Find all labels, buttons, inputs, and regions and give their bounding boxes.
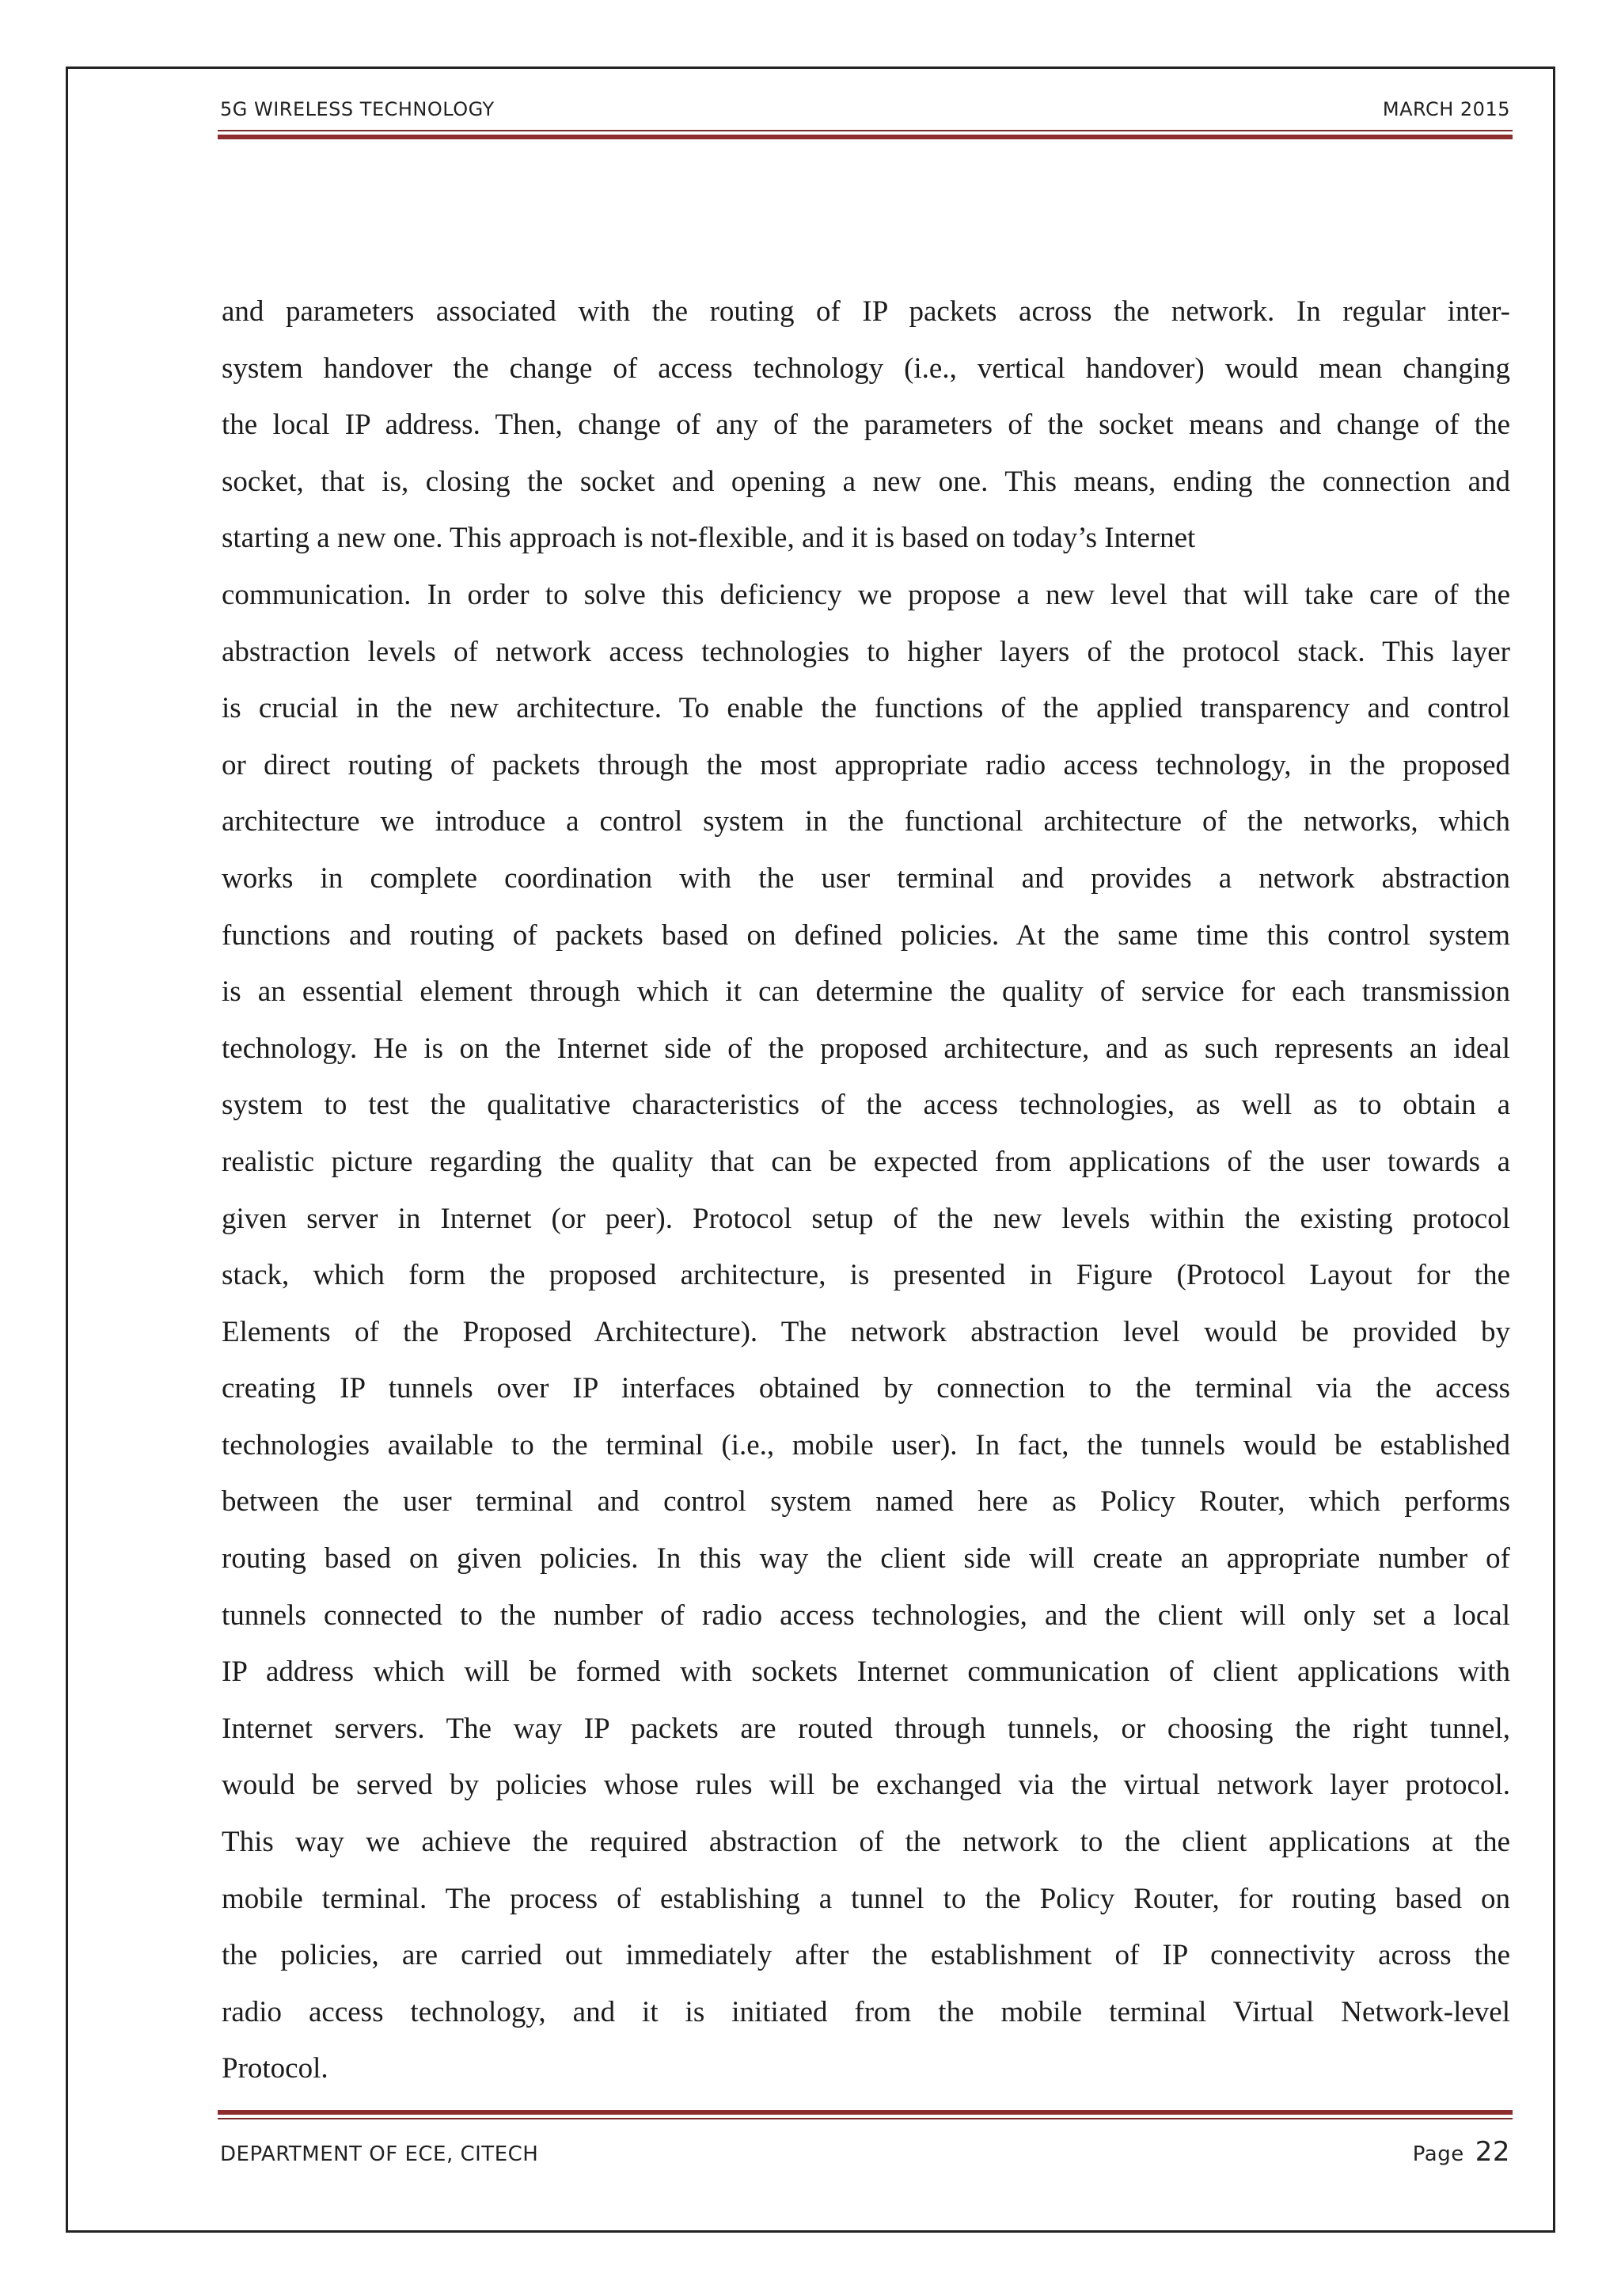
body-line: system to test the qualitative characteristics of the access technologies, as well as to obtain a	[222, 1089, 1510, 1122]
body-line: works in complete coordination with the user terminal and provides a network abstraction	[222, 861, 1510, 895]
header-date: MARCH 2015	[1382, 98, 1510, 120]
body-line: creating IP tunnels over IP interfaces obtained by connection to the terminal via the access	[222, 1372, 1510, 1405]
body-line: the local IP address. Then, change of any of the parameters of the socket means and change of the	[222, 409, 1510, 442]
body-line: tunnels connected to the number of radio access technologies, and the client will only set a local	[222, 1598, 1510, 1632]
body-line: communication. In order to solve this deficiency we propose a new level that will take care of the	[222, 578, 1510, 611]
body-line: routing based on given policies. In this way the client side will create an appropriate number of	[222, 1542, 1510, 1576]
page-header	[220, 98, 1510, 120]
page-footer	[220, 2136, 1510, 2168]
footer-department: DEPARTMENT OF ECE, CITECH	[220, 2142, 539, 2166]
body-line: would be served by policies whose rules will be exchanged via the virtual network layer protocol.	[222, 1769, 1510, 1802]
header-rule-thin	[218, 130, 1513, 131]
body-line: abstraction levels of network access technologies to higher layers of the protocol stack. This layer	[222, 635, 1510, 668]
body-line: mobile terminal. The process of establishing a tunnel to the Policy Router, for routing based on	[222, 1882, 1510, 1915]
footer-rule-thick	[218, 2110, 1513, 2115]
body-line: starting a new one. This approach is not-flexible, and it is based on today’s Internet	[222, 522, 1196, 555]
body-line: realistic picture regarding the quality that can be expected from applications of the user towards a	[222, 1145, 1510, 1178]
body-line: Internet servers. The way IP packets are routed through tunnels, or choosing the right tunnel,	[222, 1712, 1510, 1745]
body-line: radio access technology, and it is initiated from the mobile terminal Virtual Network-level	[222, 1995, 1510, 2028]
body-line: or direct routing of packets through the most appropriate radio access technology, in the proposed	[222, 748, 1510, 781]
body-line: and parameters associated with the routing of IP packets across the network. In regular inter-	[222, 295, 1510, 328]
body-line: given server in Internet (or peer). Protocol setup of the new levels within the existing protocol	[222, 1202, 1510, 1235]
body-line: system handover the change of access technology (i.e., vertical handover) would mean changing	[222, 352, 1510, 385]
body-text	[222, 283, 1510, 2097]
body-line: functions and routing of packets based on defined policies. At the same time this control system	[222, 918, 1510, 952]
body-line: socket, that is, closing the socket and opening a new one. This means, ending the connection and	[222, 465, 1510, 498]
body-line: Elements of the Proposed Architecture). The network abstraction level would be provided by	[222, 1315, 1510, 1348]
body-line: the policies, are carried out immediately after the establishment of IP connectivity across the	[222, 1939, 1510, 1972]
header-rule-thick	[218, 135, 1513, 139]
body-line: IP address which will be formed with sockets Internet communication of client applications with	[222, 1655, 1510, 1689]
body-line: This way we achieve the required abstraction of the network to the client applications at the	[222, 1826, 1510, 1859]
body-line: between the user terminal and control system named here as Policy Router, which performs	[222, 1485, 1510, 1519]
page-number: 22	[1475, 2136, 1510, 2168]
body-line: technology. He is on the Internet side of the proposed architecture, and as such represents an ideal	[222, 1032, 1510, 1065]
body-line: technologies available to the terminal (i.e., mobile user). In fact, the tunnels would be established	[222, 1428, 1510, 1462]
page-number-block	[1413, 2136, 1510, 2168]
body-line: Protocol.	[222, 2052, 328, 2085]
header-title: 5G WIRELESS TECHNOLOGY	[220, 98, 495, 120]
body-line: is crucial in the new architecture. To enable the functions of the applied transparency and control	[222, 692, 1510, 725]
body-line: stack, which form the proposed architecture, is presented in Figure (Protocol Layout for the	[222, 1259, 1510, 1292]
body-line: architecture we introduce a control system in the functional architecture of the networks, which	[222, 805, 1510, 838]
body-line: is an essential element through which it can determine the quality of service for each transmission	[222, 975, 1510, 1009]
footer-rule-thin	[218, 2118, 1513, 2119]
page-label: Page	[1412, 2142, 1464, 2166]
